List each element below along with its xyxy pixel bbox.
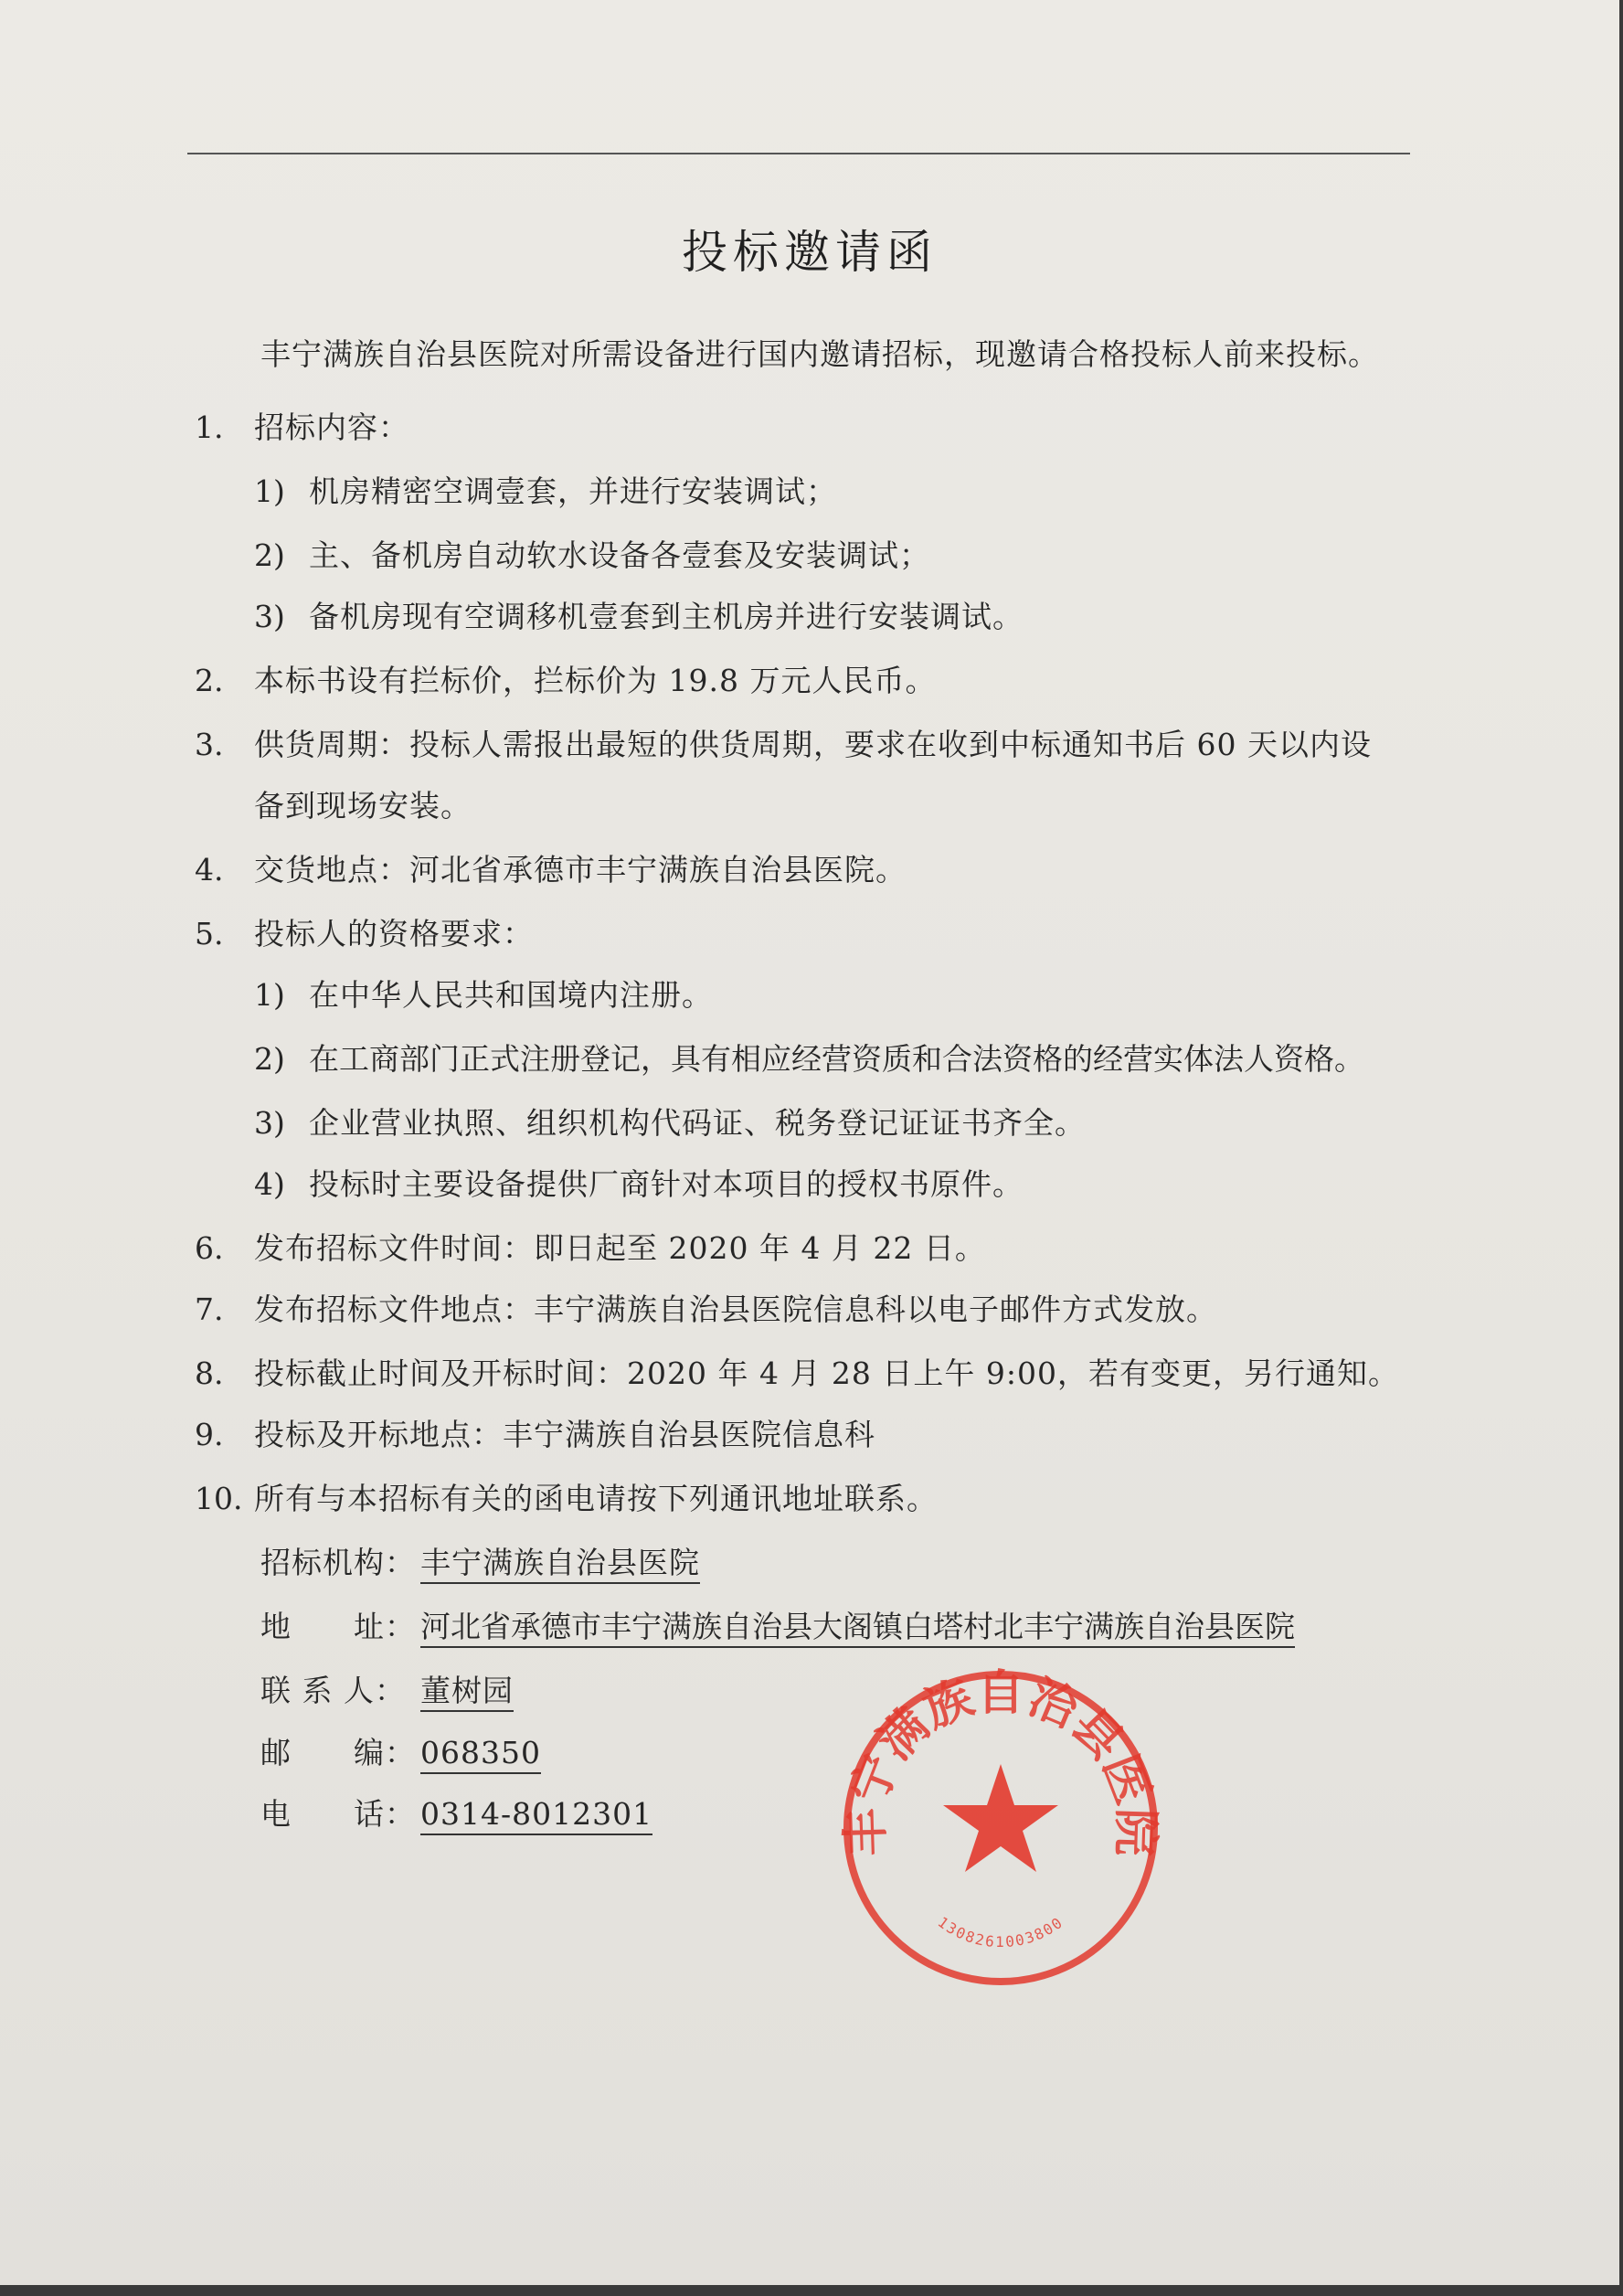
item-number: 8. [195,1355,224,1391]
item-number: 1. [195,409,224,445]
contact-address-label: 地 址： [260,1609,416,1644]
subitem-number: 1) [254,977,285,1013]
contact-zip: 068350 [420,1735,541,1774]
subitem-text: 在工商部门正式注册登记，具有相应经营资质和合法资格的经营实体法人资格。 [309,1041,1364,1077]
item-text: 本标书设有拦标价，拦标价为 19.8 万元人民币。 [254,663,937,698]
subitem-number: 2) [254,537,285,573]
contact-phone-label: 电 话： [260,1796,416,1832]
svg-text:1308261003800: 1308261003800 [934,1913,1067,1951]
subitem-number: 2) [254,1041,285,1077]
item-text: 发布招标文件地点：丰宁满族自治县医院信息科以电子邮件方式发放。 [254,1292,1217,1327]
item-text: 所有与本招标有关的函电请按下列通讯地址联系。 [254,1481,938,1516]
subitem-number: 4) [254,1166,285,1202]
contact-address: 河北省承德市丰宁满族自治县大阁镇白塔村北丰宁满族自治县医院 [420,1609,1295,1648]
item-text: 投标截止时间及开标时间：2020 年 4 月 28 日上午 9:00，若有变更，另行通知。 [254,1355,1400,1391]
contact-person: 董树园 [420,1673,514,1712]
subitem-text: 企业营业执照、组织机构代码证、税务登记证证书齐全。 [309,1105,1086,1141]
subitem-number: 3) [254,599,285,634]
subitem-text: 备机房现有空调移机壹套到主机房并进行安装调试。 [309,599,1024,634]
subitem-number: 1) [254,473,285,509]
intro-paragraph: 丰宁满族自治县医院对所需设备进行国内邀请招标，现邀请合格投标人前来投标。 [260,336,1379,372]
item-number: 9. [195,1417,224,1452]
item-text: 招标内容： [254,409,409,445]
item-number: 7. [195,1292,224,1327]
header-rule [187,153,1410,154]
item-number: 10. [195,1481,243,1516]
contact-org: 丰宁满族自治县医院 [420,1545,700,1584]
subitem-text: 在中华人民共和国境内注册。 [309,977,713,1013]
item-number: 3. [195,727,224,762]
contact-zip-label: 邮 编： [260,1735,416,1770]
subitem-text: 机房精密空调壹套，并进行安装调试； [309,473,837,509]
item-number: 2. [195,663,224,698]
item-number: 5. [195,916,224,951]
item-number: 4. [195,852,224,888]
item-text: 投标及开标地点：丰宁满族自治县医院信息科 [254,1417,875,1452]
item-text-continued: 备到现场安装。 [254,788,472,824]
subitem-text: 主、备机房自动软水设备各壹套及安装调试； [309,537,930,573]
official-seal-stamp [836,1664,1165,1993]
item-text: 投标人的资格要求： [254,916,534,951]
svg-text:丰宁满族自治县医院: 丰宁满族自治县医院 [838,1666,1163,1857]
contact-phone: 0314-8012301 [420,1796,652,1835]
item-text: 供货周期：投标人需报出最短的供货周期，要求在收到中标通知书后 60 天以内设 [254,727,1372,762]
subitem-number: 3) [254,1105,285,1141]
star-icon [943,1764,1058,1872]
document-title: 投标邀请函 [682,226,938,279]
item-text: 发布招标文件时间：即日起至 2020 年 4 月 22 日。 [254,1230,986,1266]
contact-org-label: 招标机构： [260,1545,416,1580]
item-text: 交货地点：河北省承德市丰宁满族自治县医院。 [254,852,907,888]
item-number: 6. [195,1230,224,1266]
contact-person-label: 联 系 人： [260,1673,406,1708]
subitem-text: 投标时主要设备提供厂商针对本项目的授权书原件。 [309,1166,1024,1202]
